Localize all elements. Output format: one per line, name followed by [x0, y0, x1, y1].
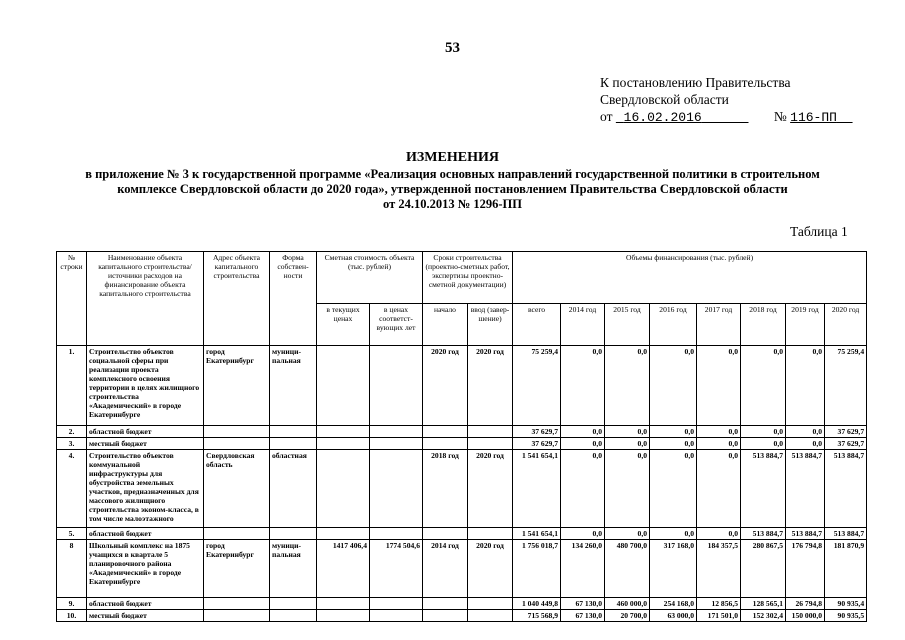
object-name: Строительство объектов коммунальной инфраструктуры для обустройства земельных участков, предназначенных для массового жилищного строительства эконом-класса, в том числе малоэтажного: [87, 450, 204, 528]
table-row: [57, 438, 867, 450]
end-year: [468, 598, 513, 610]
end-year: [468, 438, 513, 450]
cost-matching: [370, 426, 423, 438]
amount-2017: 0,0: [697, 438, 741, 450]
cost-current: [317, 610, 370, 622]
amount-2017: 0,0: [697, 450, 741, 528]
document-title: [40, 150, 865, 212]
amount-2015: 20 700,0: [605, 610, 650, 622]
table-row: [57, 346, 867, 426]
object-name: областной бюджет: [87, 426, 204, 438]
table-row: [57, 450, 867, 528]
amount-2015: 0,0: [605, 438, 650, 450]
table-row: [57, 540, 867, 598]
row-number: 1.: [57, 346, 87, 426]
header-year: 2016 год: [650, 304, 697, 346]
total-amount: 1 541 654,1: [513, 450, 561, 528]
cost-matching: [370, 346, 423, 426]
amount-2016: 317 168,0: [650, 540, 697, 598]
amount-2018: 0,0: [741, 438, 786, 450]
object-name: Школьный комплекс на 1875 учащихся в квартале 5 планировочного района «Академический» в городе Екатеринбурге: [87, 540, 204, 598]
row-number: 8: [57, 540, 87, 598]
header-name: Наименование объекта капитального строительства/ источники расходов на финансирование объекта капитального строительства: [87, 252, 204, 346]
end-year: [468, 528, 513, 540]
row-number: 10.: [57, 610, 87, 622]
amount-2015: 0,0: [605, 346, 650, 426]
amount-2020: 513 884,7: [825, 528, 867, 540]
header-cost-current: в текущих ценах: [317, 304, 370, 346]
row-number: 5.: [57, 528, 87, 540]
amount-2018: 152 302,4: [741, 610, 786, 622]
header-row-no: № строки: [57, 252, 87, 346]
object-address: [204, 528, 270, 540]
decree-date: 16.02.2016: [623, 110, 702, 125]
object-address: [204, 426, 270, 438]
total-amount: 1 756 018,7: [513, 540, 561, 598]
header-terms: Сроки строительства (проектно-сметных работ, экспертизы проектно-сметной документации): [423, 252, 513, 304]
cost-matching: [370, 610, 423, 622]
amount-2019: 0,0: [786, 426, 825, 438]
header-financing: Объемы финансирования (тыс. рублей): [513, 252, 867, 304]
cost-current: [317, 528, 370, 540]
amount-2020: 75 259,4: [825, 346, 867, 426]
object-name: областной бюджет: [87, 598, 204, 610]
amount-2014: 0,0: [561, 528, 605, 540]
amount-2020: 90 935,5: [825, 610, 867, 622]
page-number: 53: [445, 40, 460, 56]
amount-2016: 0,0: [650, 426, 697, 438]
header-address: Адрес объекта капитального строительства: [204, 252, 270, 346]
row-number: 3.: [57, 438, 87, 450]
table-row: [57, 598, 867, 610]
amount-2017: 0,0: [697, 528, 741, 540]
amount-2016: 63 000,0: [650, 610, 697, 622]
amount-2020: 90 935,4: [825, 598, 867, 610]
cost-current: [317, 450, 370, 528]
total-amount: 715 568,9: [513, 610, 561, 622]
title-line-3: от 24.10.2013 № 1296-ПП: [382, 197, 523, 211]
cost-current: [317, 438, 370, 450]
total-amount: 1 541 654,1: [513, 528, 561, 540]
object-address: Свердловская область: [204, 450, 270, 528]
amount-2019: 0,0: [786, 346, 825, 426]
amount-2017: 0,0: [697, 426, 741, 438]
header-year: 2017 год: [697, 304, 741, 346]
approval-line-1: К постановлению Правительства: [600, 75, 791, 90]
end-year: 2020 год: [468, 450, 513, 528]
header-year: 2019 год: [786, 304, 825, 346]
total-amount: 37 629,7: [513, 426, 561, 438]
amount-2016: 0,0: [650, 346, 697, 426]
cost-matching: [370, 450, 423, 528]
amount-2018: 280 867,5: [741, 540, 786, 598]
amount-2020: 181 870,9: [825, 540, 867, 598]
header-total: всего: [513, 304, 561, 346]
start-year: [423, 610, 468, 622]
header-year: 2018 год: [741, 304, 786, 346]
amount-2018: 0,0: [741, 426, 786, 438]
end-year: [468, 426, 513, 438]
title-line-1: в приложение № 3 к государственной программе «Реализация основных направлений государственной политики в строительном: [85, 167, 820, 181]
object-address: город Екатеринбург: [204, 346, 270, 426]
object-address: [204, 610, 270, 622]
header-year: 2014 год: [561, 304, 605, 346]
header-ownership: Форма собствен-ности: [270, 252, 317, 346]
table-row: [57, 426, 867, 438]
object-name: местный бюджет: [87, 438, 204, 450]
total-amount: 75 259,4: [513, 346, 561, 426]
object-address: город Екатеринбург: [204, 540, 270, 598]
amount-2019: 176 794,8: [786, 540, 825, 598]
amount-2020: 513 884,7: [825, 450, 867, 528]
end-year: 2020 год: [468, 540, 513, 598]
amount-2016: 0,0: [650, 528, 697, 540]
header-cost: Сметная стоимость объекта (тыс. рублей): [317, 252, 423, 304]
title-heading: ИЗМЕНЕНИЯ: [406, 150, 499, 165]
header-start: начало: [423, 304, 468, 346]
approval-line-2: Свердловской области: [600, 92, 729, 107]
start-year: 2014 год: [423, 540, 468, 598]
ownership-form: муници-пальная: [270, 346, 317, 426]
amount-2014: 67 130,0: [561, 610, 605, 622]
amount-2017: 0,0: [697, 346, 741, 426]
amount-2017: 171 501,0: [697, 610, 741, 622]
start-year: [423, 528, 468, 540]
amount-2015: 480 700,0: [605, 540, 650, 598]
date-prefix: от: [600, 109, 613, 124]
header-year: 2020 год: [825, 304, 867, 346]
amount-2018: 513 884,7: [741, 450, 786, 528]
amount-2019: 0,0: [786, 438, 825, 450]
table-row: [57, 528, 867, 540]
ownership-form: областная: [270, 450, 317, 528]
cost-matching: [370, 438, 423, 450]
amount-2017: 12 856,5: [697, 598, 741, 610]
amount-2019: 26 794,8: [786, 598, 825, 610]
object-name: областной бюджет: [87, 528, 204, 540]
amount-2020: 37 629,7: [825, 426, 867, 438]
start-year: [423, 438, 468, 450]
amount-2016: 0,0: [650, 450, 697, 528]
title-line-2: комплексе Свердловской области до 2020 года», утвержденной постановлением Правительства Свердловской области: [117, 182, 788, 196]
amount-2016: 0,0: [650, 438, 697, 450]
cost-matching: 1774 504,6: [370, 540, 423, 598]
amount-2015: 460 000,0: [605, 598, 650, 610]
total-amount: 1 040 449,8: [513, 598, 561, 610]
amount-2014: 67 130,0: [561, 598, 605, 610]
approval-date-line: [600, 108, 853, 126]
start-year: 2018 год: [423, 450, 468, 528]
row-number: 4.: [57, 450, 87, 528]
amount-2018: 0,0: [741, 346, 786, 426]
header-end: ввод (завер-шение): [468, 304, 513, 346]
amount-2017: 184 357,5: [697, 540, 741, 598]
amount-2019: 513 884,7: [786, 450, 825, 528]
cost-current: [317, 598, 370, 610]
amount-2019: 150 000,0: [786, 610, 825, 622]
end-year: 2020 год: [468, 346, 513, 426]
object-name: Строительство объектов социальной сферы при реализации проекта комплексного освоения территории в целях жилищного строительства «Академический» в городе Екатеринбурге: [87, 346, 204, 426]
amount-2015: 0,0: [605, 528, 650, 540]
total-amount: 37 629,7: [513, 438, 561, 450]
row-number: 2.: [57, 426, 87, 438]
header-row-1: [57, 252, 867, 304]
amount-2018: 513 884,7: [741, 528, 786, 540]
object-address: [204, 438, 270, 450]
amount-2015: 0,0: [605, 450, 650, 528]
ownership-form: [270, 426, 317, 438]
table-row: [57, 610, 867, 622]
decree-number: 116-ПП: [790, 110, 837, 125]
amount-2014: 0,0: [561, 346, 605, 426]
amount-2020: 37 629,7: [825, 438, 867, 450]
amount-2014: 0,0: [561, 426, 605, 438]
amount-2016: 254 168,0: [650, 598, 697, 610]
row-number: 9.: [57, 598, 87, 610]
approval-block: [600, 74, 853, 126]
amount-2018: 128 565,1: [741, 598, 786, 610]
ownership-form: [270, 438, 317, 450]
amount-2015: 0,0: [605, 426, 650, 438]
cost-current: [317, 426, 370, 438]
financing-table: [56, 251, 867, 622]
cost-matching: [370, 598, 423, 610]
number-prefix: №: [773, 109, 787, 124]
header-year: 2015 год: [605, 304, 650, 346]
amount-2019: 513 884,7: [786, 528, 825, 540]
ownership-form: муници-пальная: [270, 540, 317, 598]
header-cost-matching: в ценах соответст-вующих лет: [370, 304, 423, 346]
start-year: [423, 598, 468, 610]
amount-2014: 0,0: [561, 450, 605, 528]
object-name: местный бюджет: [87, 610, 204, 622]
start-year: [423, 426, 468, 438]
start-year: 2020 год: [423, 346, 468, 426]
end-year: [468, 610, 513, 622]
amount-2014: 0,0: [561, 438, 605, 450]
ownership-form: [270, 598, 317, 610]
table-label: Таблица 1: [790, 224, 848, 239]
cost-current: [317, 346, 370, 426]
cost-matching: [370, 528, 423, 540]
ownership-form: [270, 610, 317, 622]
object-address: [204, 598, 270, 610]
ownership-form: [270, 528, 317, 540]
amount-2014: 134 260,0: [561, 540, 605, 598]
cost-current: 1417 406,4: [317, 540, 370, 598]
